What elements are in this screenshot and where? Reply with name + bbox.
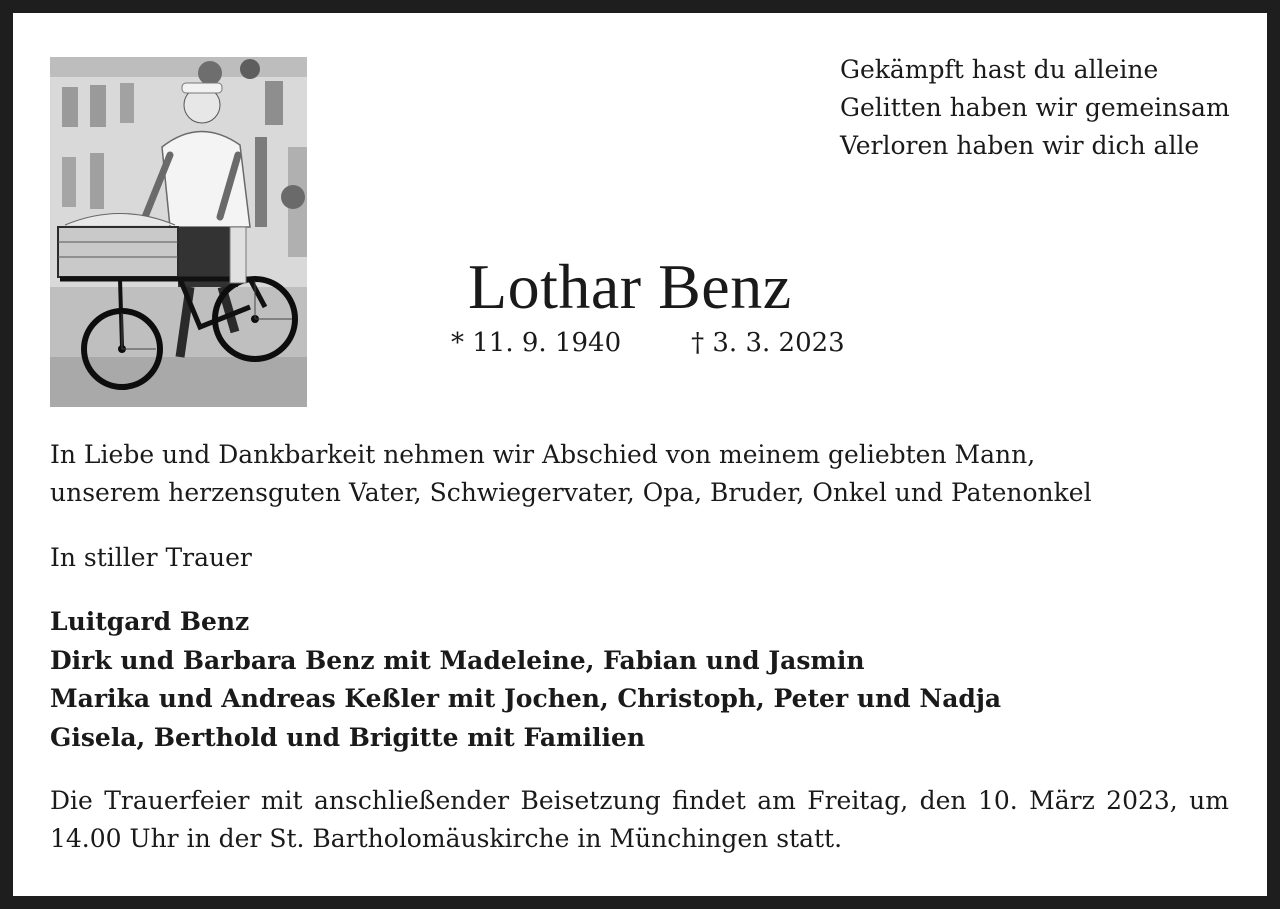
mourner-line: Luitgard Benz bbox=[50, 607, 250, 636]
poem-line: Gekämpft hast du alleine bbox=[840, 55, 1159, 84]
mourner-line: Gisela, Berthold und Brigitte mit Familien bbox=[50, 722, 646, 752]
death-date: † 3. 3. 2023 bbox=[691, 328, 845, 358]
poem-line: Gelitten haben wir gemeinsam bbox=[840, 93, 1230, 122]
farewell-line: In Liebe und Dankbarkeit nehmen wir Abschied von meinem geliebten Mann, bbox=[50, 440, 1036, 469]
mourning-text: In stiller Trauer bbox=[50, 543, 252, 572]
mourner-line: Dirk und Barbara Benz mit Madeleine, Fabian und Jasmin bbox=[50, 645, 865, 675]
farewell-text bbox=[50, 436, 1240, 512]
farewell-line: unserem herzensguten Vater, Schwiegervater, Opa, Bruder, Onkel und Patenonkel bbox=[50, 478, 1092, 507]
service-line: 14.00 Uhr in der St. Bartholomäuskirche in Münchingen statt. bbox=[50, 824, 843, 853]
poem-line: Verloren haben wir dich alle bbox=[840, 131, 1200, 160]
mourners-list bbox=[50, 603, 1001, 757]
birth-date: * 11. 9. 1940 bbox=[451, 328, 622, 358]
poem-verse bbox=[840, 51, 1230, 165]
portrait-photo-illustration bbox=[50, 57, 307, 407]
mourner-line: Marika und Andreas Keßler mit Jochen, Christoph, Peter und Nadja bbox=[50, 684, 1002, 713]
funeral-service-info bbox=[50, 782, 1229, 858]
service-line: Die Trauerfeier mit anschließender Beisetzung findet am Freitag, den 10. März 2023, um bbox=[50, 786, 1229, 815]
life-dates bbox=[451, 326, 845, 360]
obituary-notice bbox=[13, 13, 1267, 896]
deceased-name: Lothar Benz bbox=[468, 251, 792, 322]
portrait-photo bbox=[50, 57, 307, 407]
